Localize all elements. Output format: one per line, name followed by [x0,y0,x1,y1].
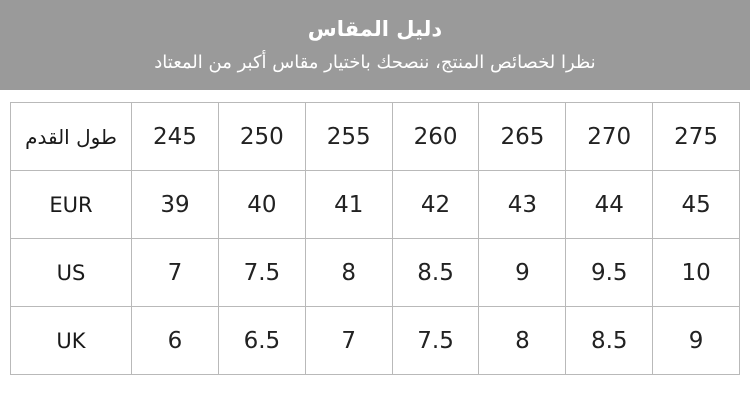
table-cell: 43 [479,171,566,239]
table-cell: 8.5 [566,307,653,375]
page-subtitle: نظرا لخصائص المنتج، ننصحك باختيار مقاس أكبر من المعتاد [154,52,596,73]
row-label-us: US [11,239,132,307]
table-cell: 275 [653,103,740,171]
table-cell: 8 [479,307,566,375]
table-cell: 9.5 [566,239,653,307]
table-row [11,239,740,307]
table-cell: 255 [305,103,392,171]
row-label-uk: UK [11,307,132,375]
table-cell: 42 [392,171,479,239]
size-table-container [0,90,750,385]
table-cell: 10 [653,239,740,307]
table-row [11,103,740,171]
table-cell: 45 [653,171,740,239]
table-cell: 40 [218,171,305,239]
table-cell: 8 [305,239,392,307]
size-guide-header [0,0,750,90]
table-cell: 265 [479,103,566,171]
page-title: دليل المقاس [307,17,443,41]
table-cell: 260 [392,103,479,171]
size-table [10,102,740,375]
table-cell: 7.5 [392,307,479,375]
table-cell: 44 [566,171,653,239]
table-cell: 9 [653,307,740,375]
table-cell: 39 [132,171,219,239]
table-cell: 7.5 [218,239,305,307]
row-label-foot-length: طول القدم [11,103,132,171]
table-row [11,171,740,239]
table-cell: 41 [305,171,392,239]
table-cell: 270 [566,103,653,171]
table-cell: 8.5 [392,239,479,307]
table-cell: 7 [305,307,392,375]
row-label-eur: EUR [11,171,132,239]
table-cell: 9 [479,239,566,307]
table-cell: 245 [132,103,219,171]
table-cell: 250 [218,103,305,171]
table-cell: 7 [132,239,219,307]
table-row [11,307,740,375]
table-cell: 6 [132,307,219,375]
table-cell: 6.5 [218,307,305,375]
